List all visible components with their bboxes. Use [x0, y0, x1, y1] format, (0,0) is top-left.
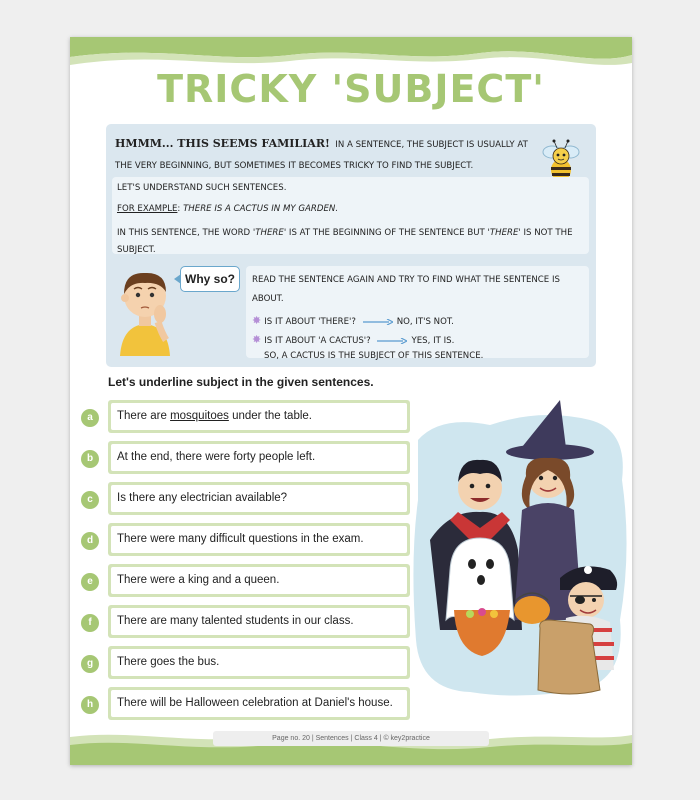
question-1: ✸ IS IT ABOUT 'THERE'? NO, IT'S NOT.: [252, 314, 454, 327]
why-line: READ THE SENTENCE AGAIN AND TRY TO FIND WHAT THE SENTENCE IS ABOUT.: [252, 275, 560, 304]
sentence-text[interactable]: There will be Halloween celebration at Daniel's house.: [111, 690, 407, 717]
sentence-box: [108, 523, 410, 556]
explanation-panel: [106, 124, 596, 367]
example-intro: LET'S UNDERSTAND SUCH SENTENCES.: [117, 183, 287, 193]
intro-heading: HMMM... THIS SEEMS FAMILIAR!: [115, 137, 330, 150]
example-sentence: THERE IS A CACTUS IN MY GARDEN.: [183, 204, 339, 214]
underlined-subject: mosquitoes: [170, 410, 229, 422]
sentence-box: [108, 482, 410, 515]
arrow-right-icon: [363, 319, 393, 325]
sentence-text[interactable]: There are mosquitoes under the table.: [111, 403, 407, 430]
exercise-instruction: Let's underline subject in the given sentences.: [108, 375, 374, 389]
page-footer: Page no. 20 | Sentences | Class 4 | © key2practice: [213, 731, 489, 746]
sentence-text[interactable]: At the end, there were forty people left.: [111, 444, 407, 471]
halloween-kids-illustration: [410, 400, 632, 700]
item-letter-badge: g: [81, 655, 99, 673]
sentence-box: [108, 687, 410, 720]
item-letter-badge: a: [81, 409, 99, 427]
worksheet-page: [70, 37, 632, 765]
question-2: ✸ IS IT ABOUT 'A CACTUS'? YES, IT IS.: [252, 333, 455, 346]
top-wave-border: [70, 37, 632, 71]
why-box: [246, 266, 589, 361]
intro-text: [115, 133, 535, 177]
example-line: FOR EXAMPLE: THERE IS A CACTUS IN MY GARDEN.: [117, 204, 339, 214]
item-letter-badge: c: [81, 491, 99, 509]
sentence-text[interactable]: Is there any electrician available?: [111, 485, 407, 512]
star-bullet-icon: ✸: [252, 314, 262, 327]
sentence-box: [108, 646, 410, 679]
item-letter-badge: e: [81, 573, 99, 591]
sentence-text[interactable]: There goes the bus.: [111, 649, 407, 676]
sentence-box: [108, 564, 410, 597]
intro-body: IN A SENTENCE, THE SUBJECT IS USUALLY AT THE VERY BEGINNING, BUT SOMETIMES IT BECOMES TRICKY TO FIND THE SUBJECT.: [115, 140, 528, 171]
conclusion: SO, A CACTUS IS THE SUBJECT OF THIS SENTENCE.: [264, 351, 484, 361]
page-title: TRICKY 'SUBJECT': [157, 67, 545, 111]
sentence-box: [108, 400, 410, 433]
item-letter-badge: d: [81, 532, 99, 550]
example-label: FOR EXAMPLE: [117, 204, 178, 214]
sentence-text[interactable]: There were many difficult questions in the exam.: [111, 526, 407, 553]
example-box: [112, 177, 589, 254]
example-explanation: IN THIS SENTENCE, THE WORD 'THERE' IS AT THE BEGINNING OF THE SENTENCE BUT 'THERE' IS NOT THE SUBJECT.: [117, 228, 573, 255]
why-so-bubble: Why so?: [180, 266, 240, 292]
item-letter-badge: h: [81, 696, 99, 714]
sentence-box: [108, 441, 410, 474]
item-letter-badge: b: [81, 450, 99, 468]
thinking-boy-icon: [114, 264, 176, 356]
sentence-text[interactable]: There are many talented students in our class.: [111, 608, 407, 635]
arrow-right-icon: [377, 338, 407, 344]
sentence-box: [108, 605, 410, 638]
item-letter-badge: f: [81, 614, 99, 632]
star-bullet-icon: ✸: [252, 333, 262, 346]
sentence-text[interactable]: There were a king and a queen.: [111, 567, 407, 594]
